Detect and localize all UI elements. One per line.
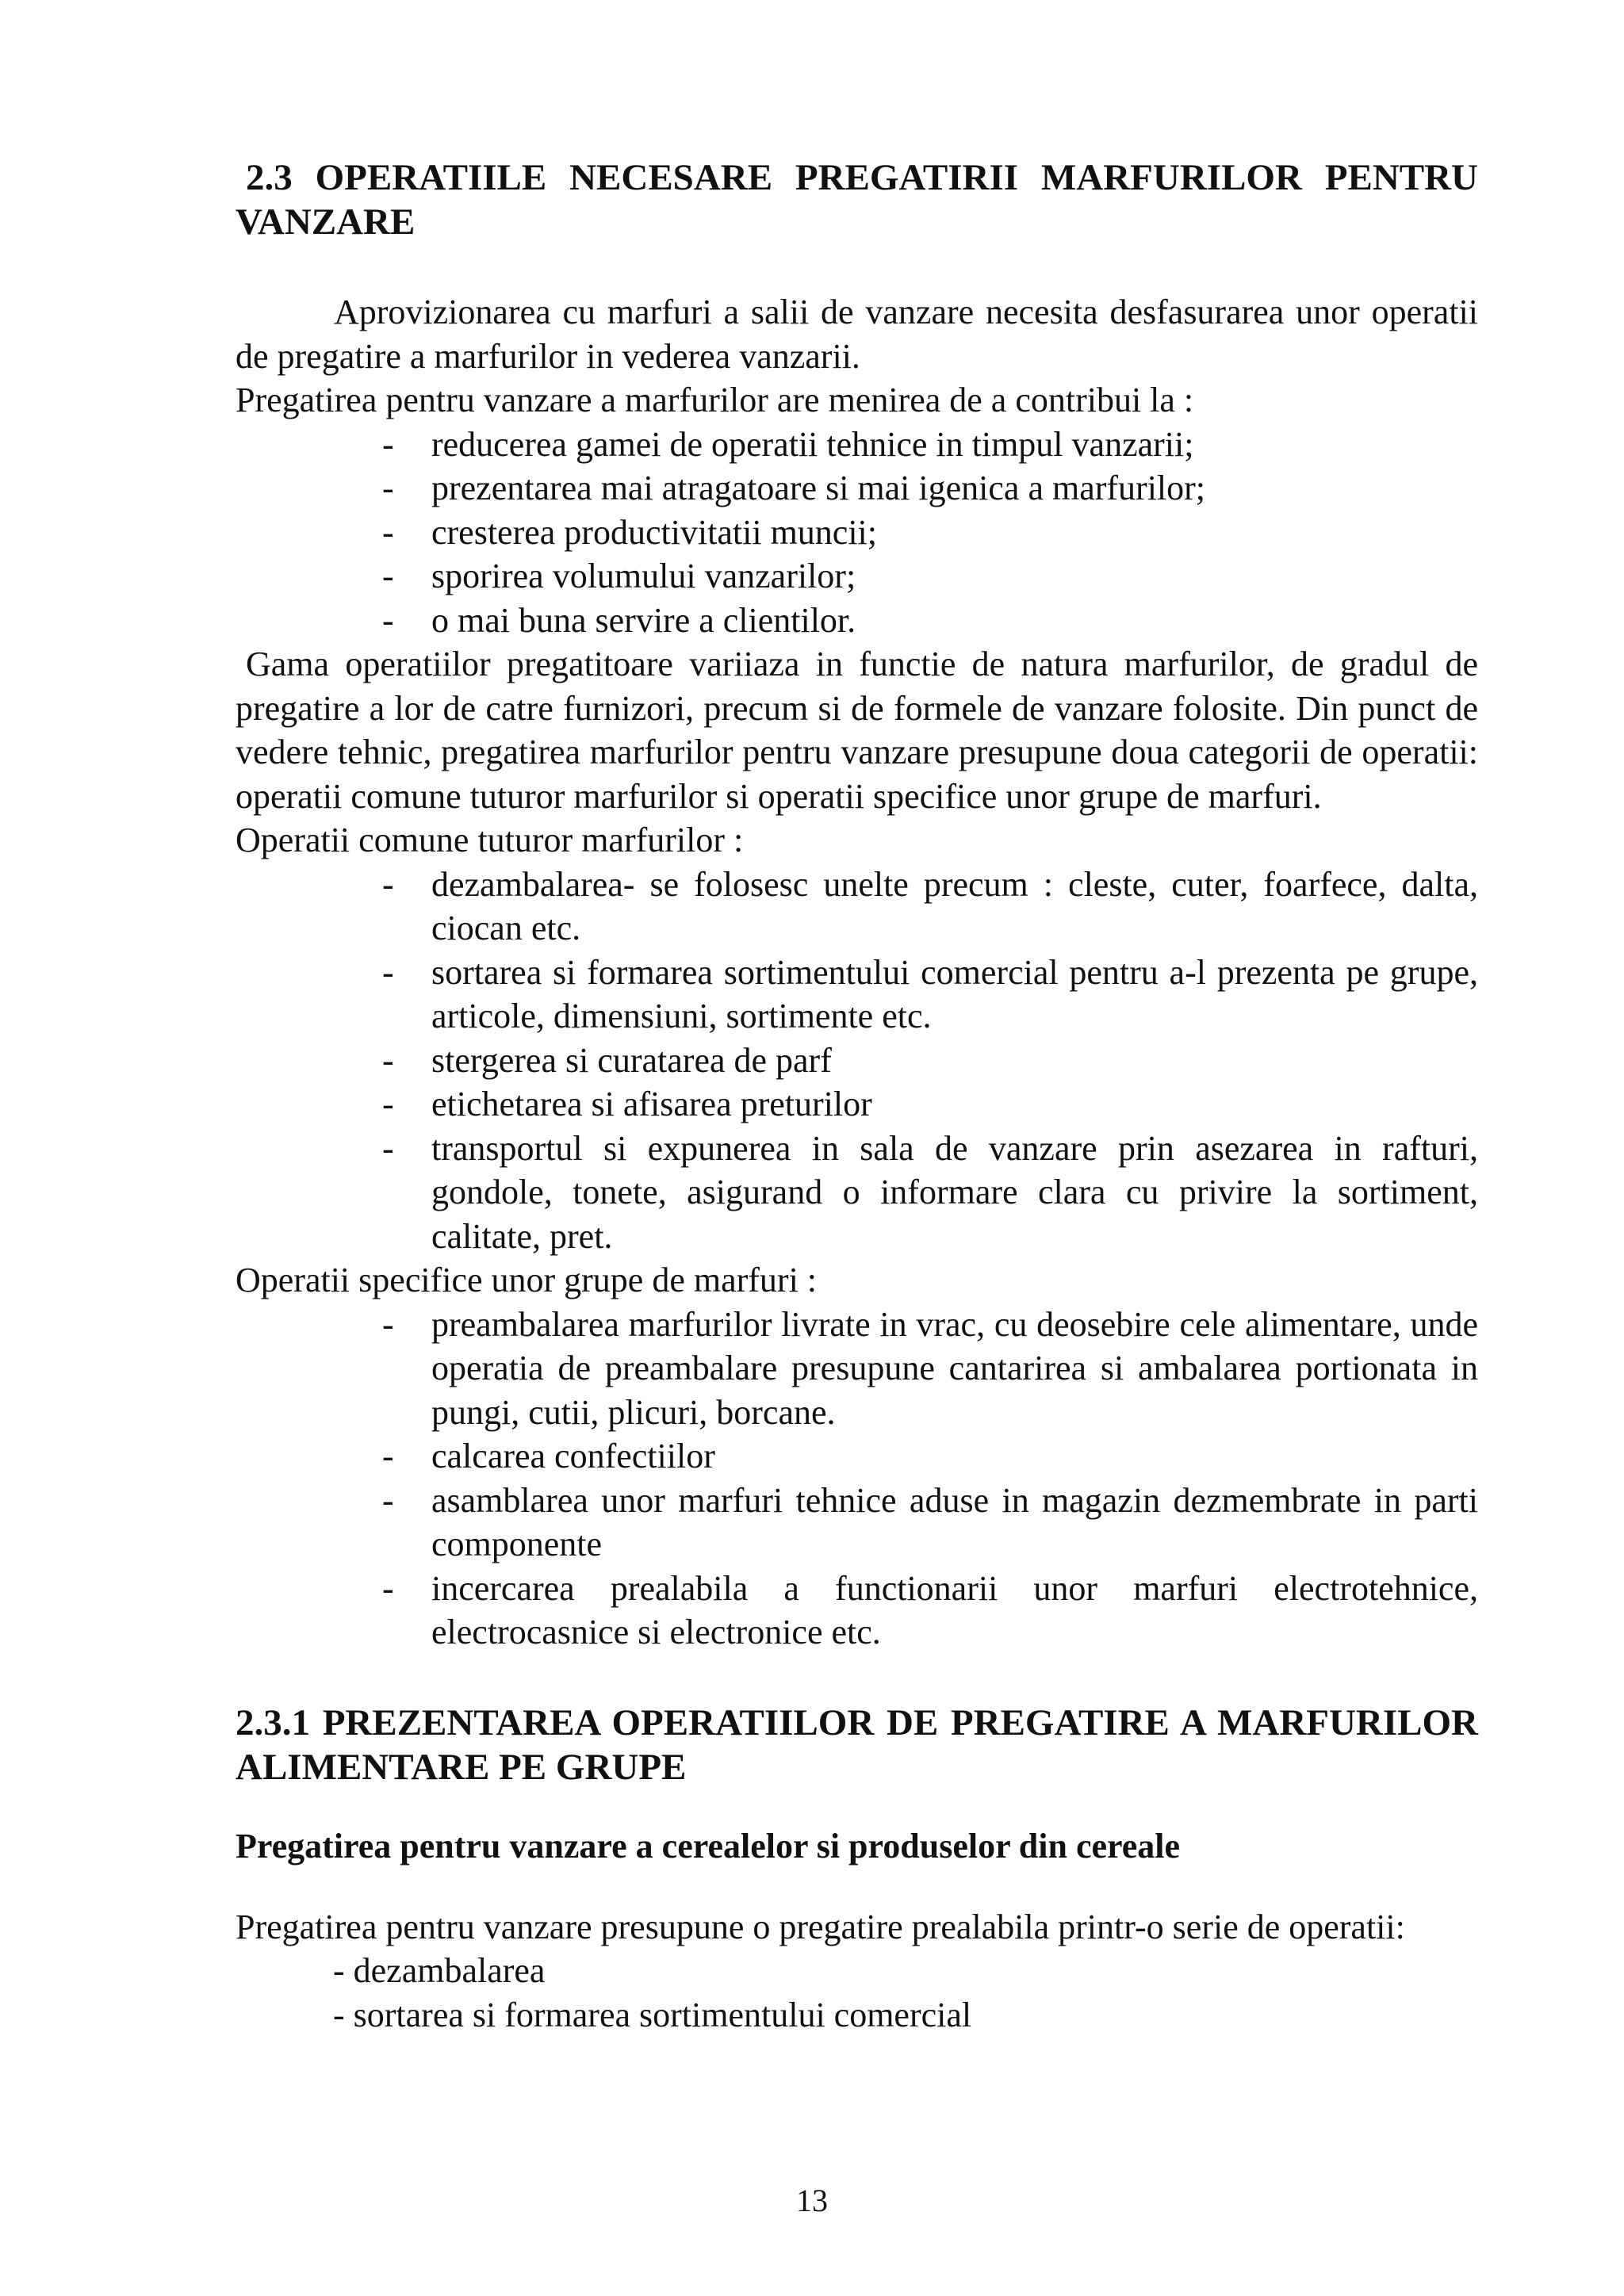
cereal-paragraph: Pregatirea pentru vanzare presupune o pregatire prealabila printr-o serie de operatii: <box>236 1907 1405 1946</box>
list-item: - prezentarea mai atragatoare si mai igenica a marfurilor; <box>431 466 1478 511</box>
goals-intro-paragraph: Pregatirea pentru vanzare a marfurilor are menirea de a contribui la : <box>236 381 1194 419</box>
list-item: - incercarea prealabila a functionarii unor marfuri electrotehnice, electrocasnice si electronice etc. <box>431 1567 1478 1655</box>
dash-marker: - <box>382 600 394 640</box>
spacer <box>236 1655 1478 1701</box>
list-item: - etichetarea si afisarea preturilor <box>431 1082 1478 1127</box>
spacer <box>236 244 1478 290</box>
list-item: - preambalarea marfurilor livrate in vrac, cu deosebire cele alimentare, unde operatia de preambalare presupune cantarirea si ambalarea portionata in pungi, cutii, plicuri, borcane. <box>431 1303 1478 1435</box>
dash-marker: - <box>382 1304 394 1344</box>
list-item: - stergerea si curatarea de parf <box>431 1039 1478 1083</box>
document-page <box>236 155 1478 2037</box>
subsection-subheading: Pregatirea pentru vanzare a cerealelor si produselor din cereale <box>236 1826 1181 1866</box>
intro-paragraph: Aprovizionarea cu marfuri a salii de vanzare necesita desfasurarea unor operatii de pregatire a marfurilor in vederea vanzarii. <box>236 293 1478 376</box>
spacer <box>236 1789 1478 1824</box>
dash-marker: - <box>382 864 394 904</box>
dash-marker: - <box>382 1040 394 1080</box>
dash-marker: - <box>382 1568 394 1608</box>
list-item: - cresterea productivitatii muncii; <box>431 511 1478 555</box>
list-item: - sporirea volumului vanzarilor; <box>431 554 1478 599</box>
dash-marker: - <box>382 1437 394 1475</box>
section-heading: 2.3 OPERATIILE NECESARE PREGATIRII MARFURILOR PENTRU VANZARE <box>236 157 1478 243</box>
dash-marker: - <box>382 557 394 595</box>
common-operations-list <box>236 863 1478 1259</box>
list-item: - dezambalarea <box>333 1951 546 1990</box>
list-item: - dezambalarea- se folosesc unelte precum : cleste, cuter, foarfece, dalta, ciocan etc. <box>431 863 1478 951</box>
cereal-operations-list <box>236 1949 1478 2037</box>
page-number: 13 <box>796 2183 828 2218</box>
dash-marker: - <box>382 512 394 552</box>
list-item: - transportul si expunerea in sala de vanzare prin asezarea in rafturi, gondole, tonete, asigurand o informare clara cu privire la sortiment, calitate, pret. <box>431 1127 1478 1259</box>
list-item: - o mai buna servire a clientilor. <box>431 599 1478 643</box>
dash-marker: - <box>382 424 394 464</box>
list-item: - calcarea confectiilor <box>431 1434 1478 1479</box>
goals-list <box>236 423 1478 643</box>
dash-marker: - <box>382 952 394 992</box>
list-item: - sortarea si formarea sortimentului comercial pentru a-l prezenta pe grupe, articole, dimensiuni, sortimente etc. <box>431 951 1478 1039</box>
list-item: - sortarea si formarea sortimentului comercial <box>333 1995 972 2034</box>
dash-marker: - <box>382 1128 394 1168</box>
common-operations-label: Operatii comune tuturor marfurilor : <box>236 821 744 859</box>
subsection-heading: 2.3.1 PREZENTAREA OPERATIILOR DE PREGATIRE A MARFURILOR ALIMENTARE PE GRUPE <box>236 1701 1478 1788</box>
dash-marker: - <box>382 1085 394 1123</box>
list-item: - reducerea gamei de operatii tehnice in timpul vanzarii; <box>431 423 1478 467</box>
spacer <box>236 1869 1478 1905</box>
specific-operations-label: Operatii specifice unor grupe de marfuri : <box>236 1261 818 1299</box>
operations-range-paragraph: Gama operatiilor pregatitoare variiaza in functie de natura marfurilor, de gradul de pregatire a lor de catre furnizori, precum si de formele de vanzare folosite. Din punct de vedere tehnic, pregatirea marfurilor pentru vanzare presupune doua categorii de operatii: operatii comune tuturor marfurilor si operatii specifice unor grupe de marfuri. <box>236 645 1478 816</box>
dash-marker: - <box>382 469 394 507</box>
specific-operations-list <box>236 1303 1478 1655</box>
list-item: - asamblarea unor marfuri tehnice aduse in magazin dezmembrate in parti componente <box>431 1479 1478 1567</box>
dash-marker: - <box>382 1480 394 1520</box>
